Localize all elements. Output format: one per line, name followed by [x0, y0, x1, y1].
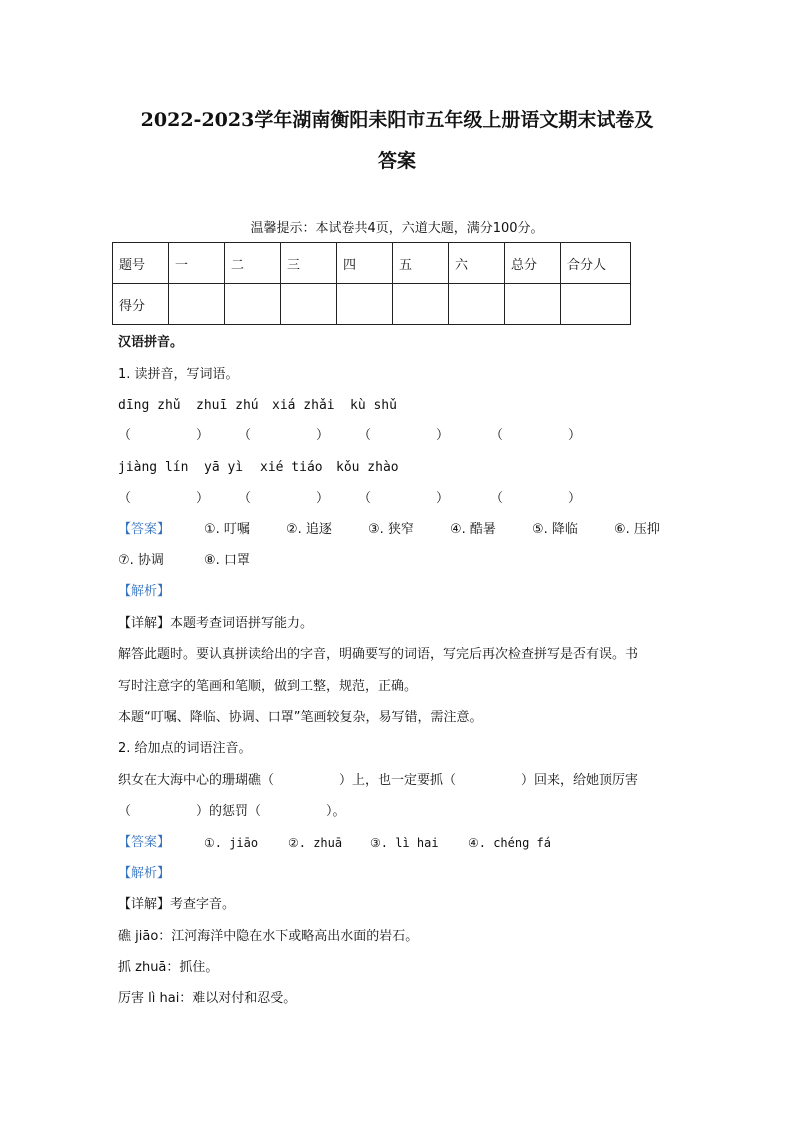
answer-item: ④. 酷暑	[450, 522, 496, 537]
header-cell: 五	[393, 243, 449, 284]
answer-item: ⑦. 协调	[118, 553, 164, 568]
paragraph-line: 本题“叮嘱、降临、协调、口罩”笔画较复杂，易写错，需注意。	[118, 710, 483, 725]
score-cell	[449, 284, 505, 325]
detail-text: 【详解】考查字音。	[118, 897, 236, 912]
header-cell: 六	[449, 243, 505, 284]
score-table-score-row	[113, 284, 631, 325]
score-cell	[225, 284, 281, 325]
answer-label: 【答案】	[118, 835, 171, 850]
answer-item: ①. jiāo	[204, 836, 259, 850]
answer-bracket: （ ）	[118, 428, 210, 443]
answer-bracket: （ ）	[358, 491, 450, 506]
answer-item: ⑤. 降临	[532, 522, 578, 537]
explanation-line: 厉害 lì hai：难以对付和忍受。	[118, 991, 297, 1006]
header-cell: 合分人	[561, 243, 631, 284]
answer-bracket: （ ）	[358, 428, 450, 443]
score-cell	[169, 284, 225, 325]
answer-bracket: （ ）	[238, 491, 330, 506]
exam-tip: 温馨提示：本试卷共4页，六道大题，满分100分。	[250, 221, 544, 236]
score-cell	[337, 284, 393, 325]
pinyin-item: xiá zhǎi	[272, 398, 335, 413]
answer-bracket: （ ）	[238, 428, 330, 443]
header-cell: 总分	[505, 243, 561, 284]
score-row-label: 得分	[113, 284, 169, 325]
paragraph-line: 解答此题时。要认真拼读给出的字音，明确要写的词语，写完后再次检查拼写是否有误。书	[118, 647, 639, 662]
answer-item: ②. 追逐	[286, 522, 332, 537]
score-cell	[505, 284, 561, 325]
detail-text: 【详解】本题考查词语拼写能力。	[118, 616, 314, 631]
pinyin-item: zhuī zhú	[196, 398, 259, 413]
score-cell	[281, 284, 337, 325]
sentence-line: 织女在大海中心的珊瑚礁（ ）上，也一定要抓（ ）回来，给她顶厉害	[118, 773, 639, 788]
pinyin-item: jiàng lín	[118, 460, 189, 475]
header-cell: 一	[169, 243, 225, 284]
answer-item: ⑥. 压抑	[614, 522, 660, 537]
score-table	[112, 242, 631, 325]
question-2-prompt: 2. 给加点的词语注音。	[118, 741, 252, 756]
pinyin-item: kǒu zhào	[336, 460, 399, 475]
answer-item: ④. chéng fá	[468, 836, 552, 850]
sentence-line: （ ）的惩罚（ ）。	[118, 804, 346, 819]
answer-item: ③. 狭窄	[368, 522, 414, 537]
pinyin-item: yā yì	[204, 460, 244, 475]
answer-bracket: （ ）	[118, 491, 210, 506]
title-line-1: 2022-2023学年湖南衡阳耒阳市五年级上册语文期末试卷及	[140, 109, 654, 131]
title-line-2: 答案	[377, 150, 416, 172]
answer-item: ②. zhuā	[288, 836, 343, 850]
answer-item: ①. 叮嘱	[204, 522, 250, 537]
section-heading: 汉语拼音。	[118, 335, 184, 350]
answer-bracket: （ ）	[490, 428, 582, 443]
answer-bracket: （ ）	[490, 491, 582, 506]
document-title	[100, 100, 694, 182]
answer-label: 【答案】	[118, 522, 171, 537]
answer-item: ③. lì hai	[370, 836, 439, 850]
pinyin-item: kù shǔ	[350, 398, 397, 413]
paragraph-line: 写时注意字的笔画和笔顺，做到工整，规范，正确。	[118, 679, 418, 694]
header-cell: 三	[281, 243, 337, 284]
score-cell	[561, 284, 631, 325]
score-cell	[393, 284, 449, 325]
explanation-line: 抓 zhuā：抓住。	[118, 960, 219, 975]
answer-item: ⑧. 口罩	[204, 553, 250, 568]
header-cell: 二	[225, 243, 281, 284]
analysis-label: 【解析】	[118, 584, 171, 599]
pinyin-item: xié tiáo	[260, 460, 323, 475]
explanation-line: 礁 jiāo：江河海洋中隐在水下或略高出水面的岩石。	[118, 929, 419, 944]
pinyin-item: dīng zhǔ	[118, 398, 181, 413]
question-1-prompt: 1. 读拼音，写词语。	[118, 367, 239, 382]
analysis-label: 【解析】	[118, 866, 171, 881]
score-table-header-row	[113, 243, 631, 284]
header-cell: 题号	[113, 243, 169, 284]
header-cell: 四	[337, 243, 393, 284]
